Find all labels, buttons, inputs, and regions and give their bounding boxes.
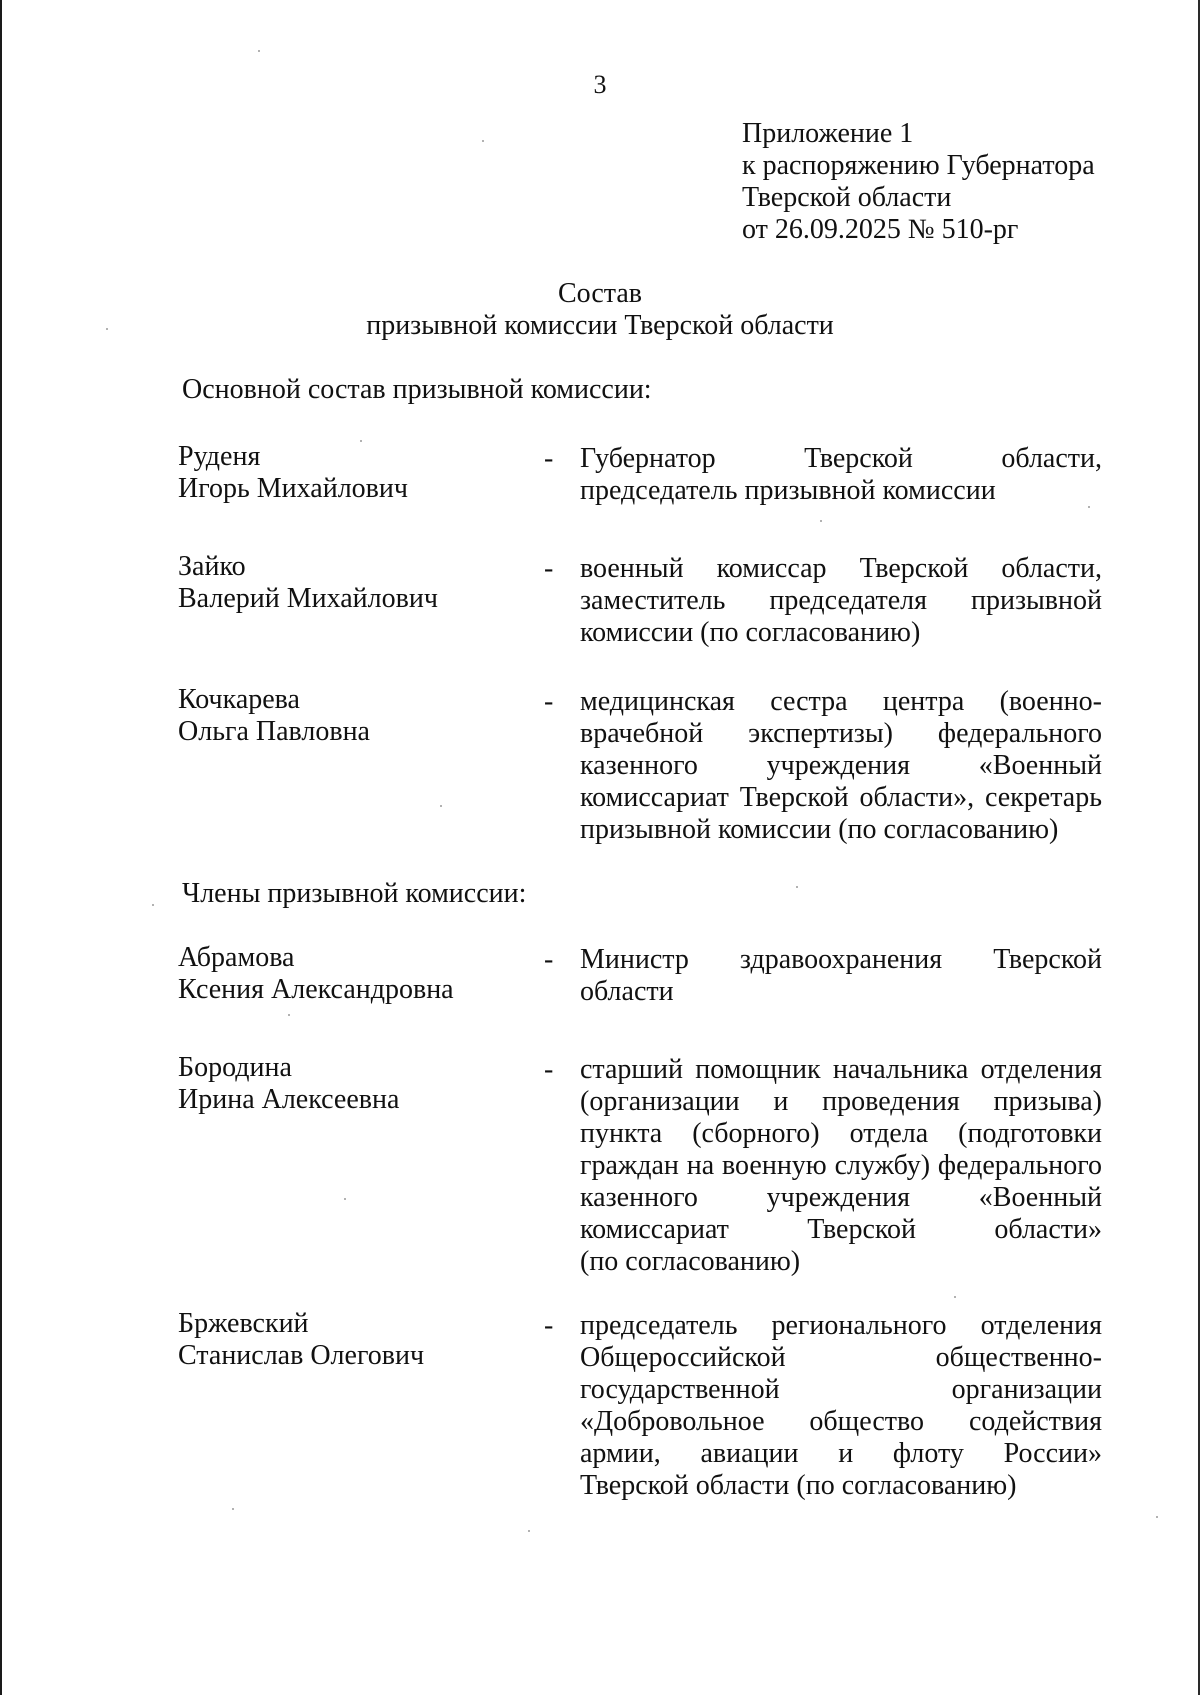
member-role	[580, 553, 1102, 649]
scan-speck	[152, 904, 154, 906]
role-line: комиссии (по согласованию)	[580, 617, 921, 648]
scan-speck	[232, 1508, 234, 1510]
scan-speck	[344, 1198, 346, 1200]
role-line: председатель регионального отделения	[580, 1310, 1102, 1341]
role-line: армии, авиации и флоту России»	[580, 1438, 1102, 1469]
scan-speck	[288, 1014, 290, 1016]
appendix-block	[742, 118, 1095, 246]
dash-separator: -	[544, 1310, 554, 1341]
dash-separator: -	[544, 686, 554, 717]
role-line: врачебной экспертизы) федерального	[580, 718, 1102, 749]
dash-separator: -	[544, 944, 554, 975]
role-line: «Добровольное общество содействия	[580, 1406, 1102, 1437]
dash-separator: -	[544, 1054, 554, 1085]
scan-speck	[1156, 1516, 1158, 1518]
member-surname: Бородина	[178, 1052, 292, 1083]
page-number: 3	[593, 70, 607, 99]
scan-speck	[360, 440, 362, 442]
role-line: казенного учреждения «Военный	[580, 1182, 1102, 1213]
dash-separator: -	[544, 443, 554, 474]
member-surname: Зайко	[178, 551, 246, 582]
scan-speck	[796, 886, 798, 888]
appendix-line: Приложение 1	[742, 118, 914, 149]
member-given-name: Ирина Алексеевна	[178, 1084, 400, 1115]
role-line: старший помощник начальника отделения	[580, 1054, 1102, 1085]
role-line: комиссариат Тверской области», секретарь	[580, 782, 1102, 813]
member-given-name: Ольга Павловна	[178, 716, 370, 747]
role-line: Тверской области (по согласованию)	[580, 1470, 1017, 1501]
role-line: заместитель председателя призывной	[580, 585, 1102, 616]
member-role	[580, 1310, 1102, 1502]
member-role	[580, 686, 1102, 846]
scan-speck	[528, 1530, 530, 1532]
appendix-line: от 26.09.2025 № 510-рг	[742, 214, 1019, 245]
scan-left-edge	[0, 0, 2, 1695]
role-line: комиссариат Тверской области»	[580, 1214, 1102, 1245]
member-given-name: Ксения Александровна	[178, 974, 454, 1005]
scan-speck	[258, 50, 260, 52]
member-given-name: Станислав Олегович	[178, 1340, 425, 1371]
member-given-name: Игорь Михайлович	[178, 473, 408, 504]
role-line: призывной комиссии (по согласованию)	[580, 814, 1059, 845]
role-line: области	[580, 976, 674, 1007]
document-title	[0, 278, 1200, 342]
role-line: военный комиссар Тверской области,	[580, 553, 1102, 584]
role-line: (по согласованию)	[580, 1246, 801, 1277]
role-line: пункта (сборного) отдела (подготовки	[580, 1118, 1102, 1149]
members-section-heading: Члены призывной комиссии:	[182, 878, 527, 909]
member-surname: Руденя	[178, 441, 261, 472]
main-section-heading: Основной состав призывной комиссии:	[182, 374, 652, 405]
role-line: Министр здравоохранения Тверской	[580, 944, 1102, 975]
member-role	[580, 944, 1102, 1008]
title-line: призывной комиссии Тверской области	[366, 310, 834, 341]
scan-speck	[440, 805, 442, 807]
role-line: (организации и проведения призыва)	[580, 1086, 1102, 1117]
member-surname: Бржевский	[178, 1308, 309, 1339]
member-given-name: Валерий Михайлович	[178, 583, 438, 614]
scan-speck	[954, 1296, 956, 1298]
role-line: Общероссийской общественно-	[580, 1342, 1102, 1373]
role-line: председатель призывной комиссии	[580, 475, 996, 506]
dash-separator: -	[544, 553, 554, 584]
appendix-line: к распоряжению Губернатора	[742, 150, 1095, 181]
role-line: казенного учреждения «Военный	[580, 750, 1102, 781]
scan-speck	[820, 520, 822, 522]
member-surname: Кочкарева	[178, 684, 300, 715]
role-line: граждан на военную службу) федерального	[580, 1150, 1102, 1181]
member-surname: Абрамова	[178, 942, 295, 973]
appendix-line: Тверской области	[742, 182, 952, 213]
role-line: Губернатор Тверской области,	[580, 443, 1102, 474]
role-line: государственной организации	[580, 1374, 1102, 1405]
member-role	[580, 443, 1102, 507]
title-line: Состав	[557, 278, 643, 309]
role-line: медицинская сестра центра (военно-	[580, 686, 1102, 717]
member-role	[580, 1054, 1102, 1278]
scan-speck	[482, 140, 484, 142]
